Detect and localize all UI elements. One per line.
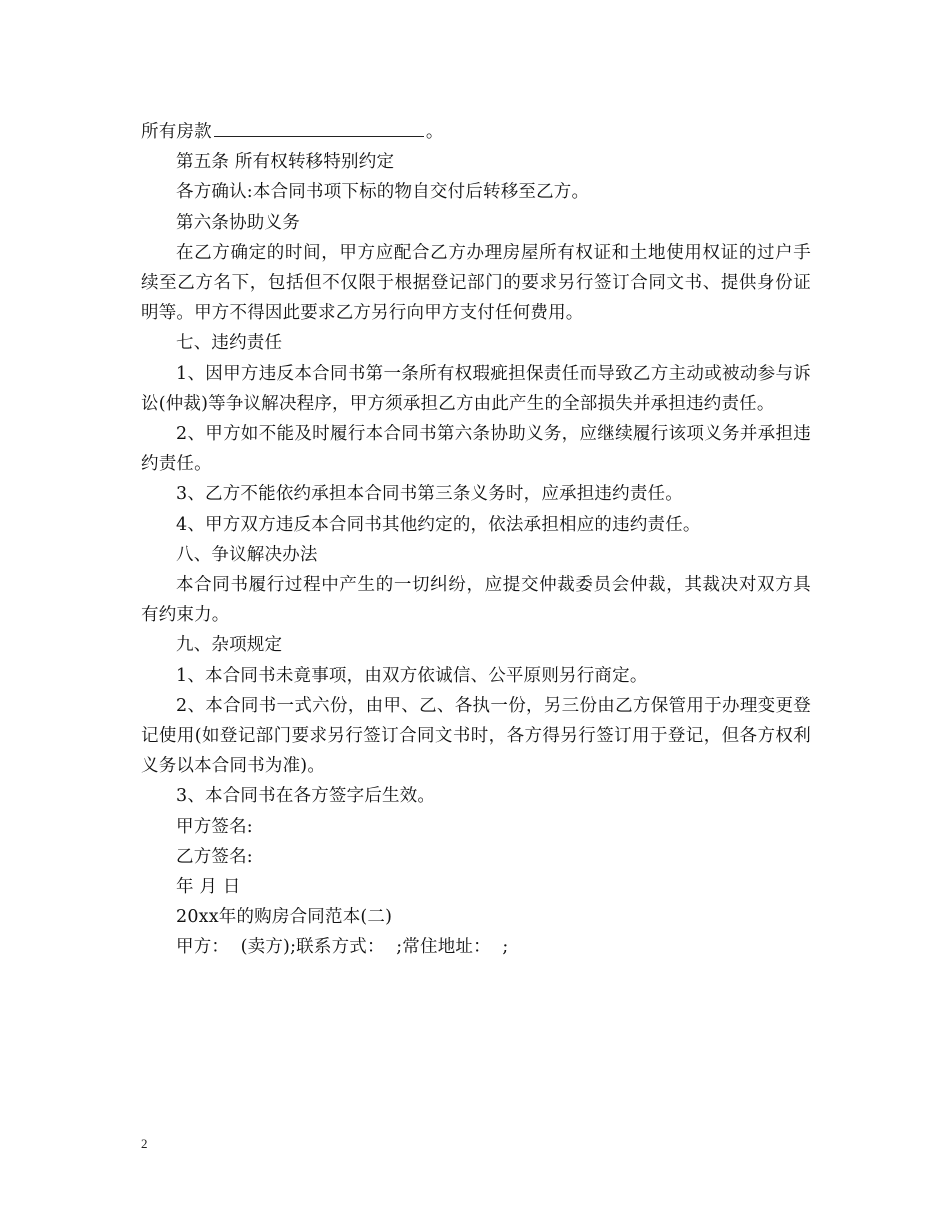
section-heading-breach-liability: 七、违约责任 (176, 333, 283, 354)
signature-line-party-b: 乙方签名: (176, 846, 253, 867)
section-heading-article-5: 第五条 所有权转移特别约定 (176, 152, 395, 173)
paragraph-assistance-duty: 在乙方确定的时间，甲方应配合乙方办理房屋所有权证和土地使用权证的过户手续至乙方名下，包括但不仅限于根据登记部门的要求另行签订合同文书、提供身份证明等。甲方不得因此要求乙方另行向甲方支付任何费用。 (141, 242, 811, 324)
paragraph-payment-blank (141, 117, 811, 147)
next-contract-title: 20xx年的购房合同范本(二) (176, 907, 393, 928)
section-heading-miscellaneous: 九、杂项规定 (176, 635, 283, 656)
fill-in-blank-line (214, 118, 424, 137)
paragraph-breach-item-2: 2、甲方如不能及时履行本合同书第六条协助义务，应继续履行该项义务并承担违约责任。 (141, 424, 811, 475)
document-body (141, 117, 811, 963)
section-heading-dispute-resolution: 八、争议解决办法 (176, 544, 318, 565)
party-a-info-line: 甲方： (卖方);联系方式： ;常住地址： ; (176, 937, 509, 958)
paragraph-breach-item-1: 1、因甲方违反本合同书第一条所有权瑕疵担保责任而导致乙方主动或被动参与诉讼(仲裁)等争议解决程序，甲方须承担乙方由此产生的全部损失并承担违约责任。 (141, 363, 811, 414)
paragraph-text-after: 。 (425, 122, 444, 142)
paragraph-ownership-confirmation: 各方确认:本合同书项下标的物自交付后转移至乙方。 (176, 182, 590, 203)
paragraph-arbitration: 本合同书履行过程中产生的一切纠纷，应提交仲裁委员会仲裁，其裁决对双方具有约束力。 (141, 575, 811, 626)
page-number: 2 (141, 1136, 148, 1151)
signature-line-party-a: 甲方签名: (176, 816, 253, 837)
date-line: 年 月 日 (176, 877, 241, 898)
paragraph-breach-item-3: 3、乙方不能依约承担本合同书第三条义务时，应承担违约责任。 (176, 484, 683, 505)
paragraph-misc-item-3: 3、本合同书在各方签字后生效。 (176, 786, 436, 807)
paragraph-misc-item-1: 1、本合同书未竟事项，由双方依诚信、公平原则另行商定。 (176, 665, 648, 686)
paragraph-misc-item-2: 2、本合同书一式六份，由甲、乙、各执一份，另三份由乙方保管用于办理变更登记使用(如登记部门要求另行签订合同文书时，各方得另行签订用于登记，但各方权利义务以本合同书为准)。 (141, 695, 811, 777)
paragraph-text-before: 所有房款 (141, 122, 212, 142)
section-heading-article-6: 第六条协助义务 (176, 212, 300, 233)
paragraph-breach-item-4: 4、甲方双方违反本合同书其他约定的，依法承担相应的违约责任。 (176, 514, 701, 535)
